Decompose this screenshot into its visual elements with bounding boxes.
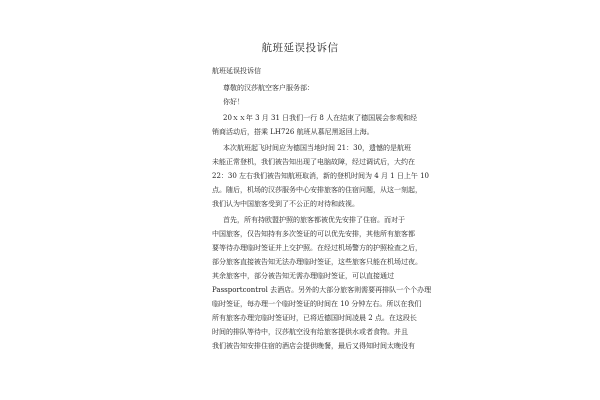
paragraph3-line: 要等待办理临时签证并上交护照。在经过机场警方的护照检查之后， [212, 244, 422, 252]
greeting: 你好！ [223, 98, 244, 106]
paragraph3-line: Passportcontrol 去酒店。另外的大部分旅客则需要再排队一个个办理 [212, 286, 432, 294]
paragraph2-line: 本次航班起飞时间应为德国当地时间 21：30，遗憾的是航班 [223, 144, 412, 152]
paragraph3-line: 我们被告知安排住宿的酒店会提供晚餐，最后又得知时间太晚没有 [212, 342, 415, 350]
document-title: 航班延误投诉信 [261, 42, 339, 54]
paragraph3-line: 时间的排队等待中，汉莎航空没有给旅客提供水或者食物。并且 [212, 328, 408, 336]
paragraph3-line: 首先，所有持欧盟护照的旅客都被优先安排了住宿。而对于 [223, 216, 405, 224]
paragraph3-line: 临时签证，每办理一个临时签证的时间在 10 分钟左右。所以在我们 [212, 300, 422, 308]
paragraph2-line: 22：30 左右我们被告知航班取消，新的登机时间为 4 月 1 日上午 10 [212, 172, 429, 180]
paragraph1-line: 20ｘｘ年 3 月 31 日我们一行 8 人在结束了德国展会参观和经 [223, 114, 418, 122]
paragraph3-line: 部分旅客直接被告知无法办理临时签证，这些旅客只能在机场过夜。 [212, 258, 422, 266]
paragraph3-line: 其余旅客中，部分被告知无需办理临时签证，可以直接通过 [212, 272, 394, 280]
paragraph2-line: 我们认为中国旅客受到了不公正的对待和歧视。 [212, 200, 359, 208]
paragraph2-line: 未能正常登机，我们被告知出现了电脑故障，经过调试后，大约在 [212, 158, 415, 166]
salutation: 尊敬的汉莎航空客户服务部： [223, 84, 314, 92]
paragraph3-line: 所有旅客办理完临时签证时，已将近德国时间凌晨 2 点。在这段长 [212, 314, 417, 322]
paragraph1-line: 销商活动后，搭乘 LH726 航班从慕尼黑返回上海。 [212, 128, 374, 136]
paragraph3-line: 中国旅客，仅告知持有多次签证的可以优先安排，其他所有旅客都 [212, 230, 415, 238]
letter-subtitle: 航班延误投诉信 [212, 67, 261, 75]
paragraph2-line: 点。随后，机场的汉莎服务中心安排旅客的住宿问题，从这一刻起， [212, 186, 422, 194]
